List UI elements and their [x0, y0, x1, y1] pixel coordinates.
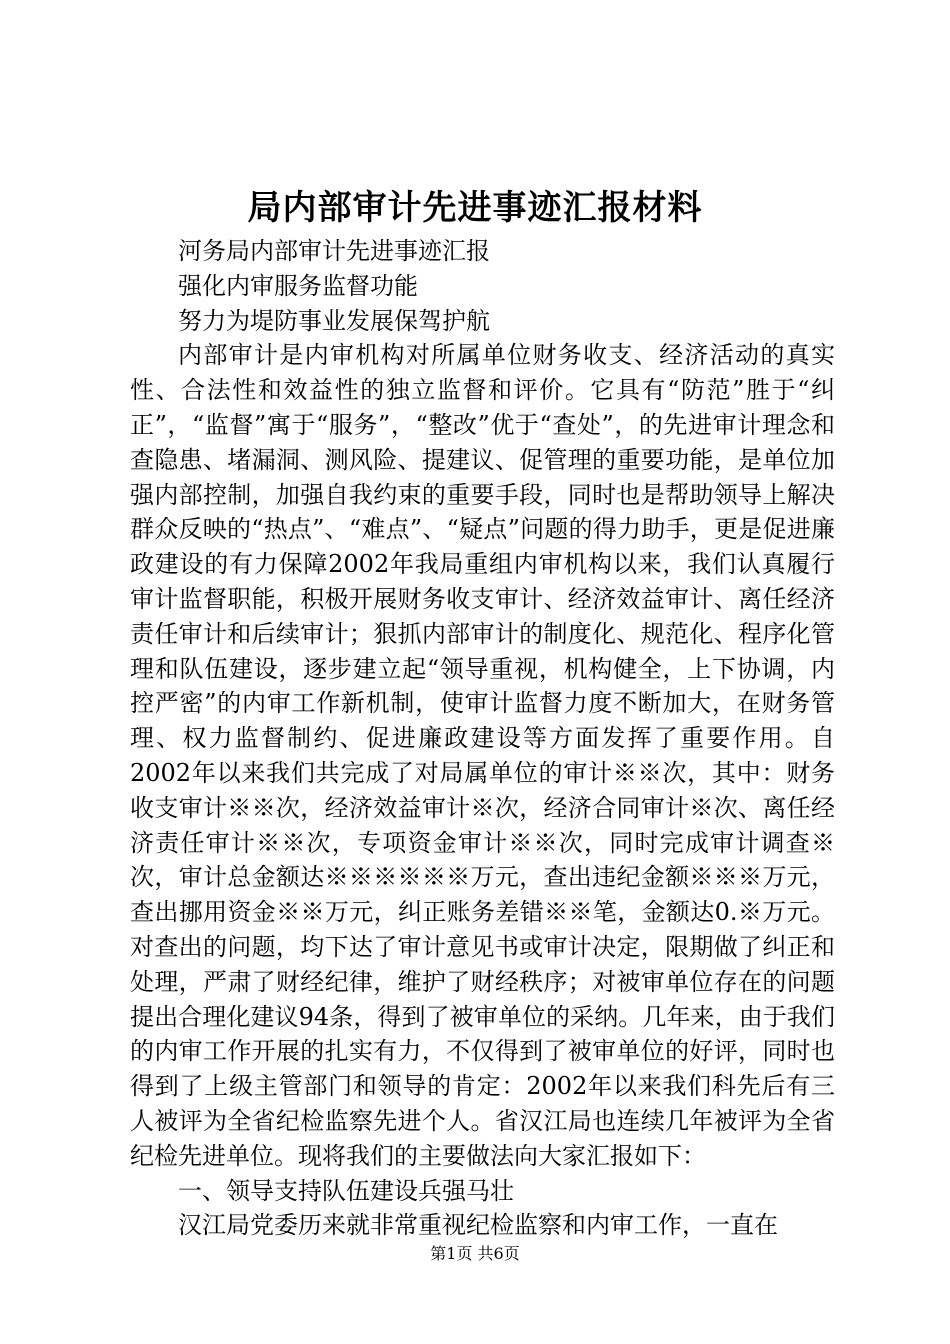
page-footer: 第1页 共6页 [430, 1244, 520, 1263]
subtitle-line: 强化内审服务监督功能 [178, 271, 418, 300]
section-heading: 一、领导支持队伍建设兵强马壮 [178, 1176, 514, 1205]
subtitle-line: 努力为堤防事业发展保驾护航 [178, 306, 490, 335]
subtitle-line: 河务局内部审计先进事迹汇报 [178, 237, 490, 265]
body-paragraph: 汉江局党委历来就非常重视纪检监察和内审工作，一直在 [178, 1211, 778, 1240]
body-paragraph: 内部审计是内审机构对所属单位财务收支、经济活动的真实性、合法性和效益性的独立监督和评价。它具有“防范”胜于“纠正”，“监督”寓于“服务”，“整改”优于“查处”，的先进审计理念和查隐患、堵漏洞、测风险、提建议、促管理的重要功能，是单位加强内部控制，加强自我约束的重要手段，同时也是帮助领导上解决群众反映的“热点”、“难点”、“疑点”问题的得力助手，更是促进廉政建设的有力保障2002年我局重组内审机构以来，我们认真履行审计监督职能，积极开展财务收支审计、经济效益审计、离任经济责任审计和后续审计；狠抓内部审计的制度化、规范化、程序化管理和队伍建设，逐步建立起“领导重视，机构健全，上下协调，内控严密”的内审工作新机制，使审计监督力度不断加大，在财务管理、权力监督制约、促进廉政建设等方面发挥了重要作用。自2002年以来我们共完成了对局属单位的审计※※次，其中：财务收支审计※※次，经济效益审计※次，经济合同审计※次、离任经济责任审计※※次，专项资金审计※※次，同时完成审计调查※次，审计总金额达※※※※※※万元，查出违纪金额※※※万元，查出挪用资金※※万元，纠正账务差错※※笔，金额达0.※万元。对查出的问题，均下达了审计意见书或审计决定，限期做了纠正和处理，严肃了财经纪律，维护了财经秩序；对被审单位存在的问题提出合理化建议94条，得到了被审单位的采纳。几年来，由于我们的内审工作开展的扎实有力，不仅得到了被审单位的好评，同时也得到了上级主管部门和领导的肯定：2002年以来我们科先后有三人被评为全省纪检监察先进个人。省汉江局也连续几年被评为全省纪检先进单位。现将我们的主要做法向大家汇报如下： [130, 341, 835, 1170]
document-body [130, 234, 835, 1243]
document-title: 局内部审计先进事迹汇报材料 [247, 188, 703, 228]
